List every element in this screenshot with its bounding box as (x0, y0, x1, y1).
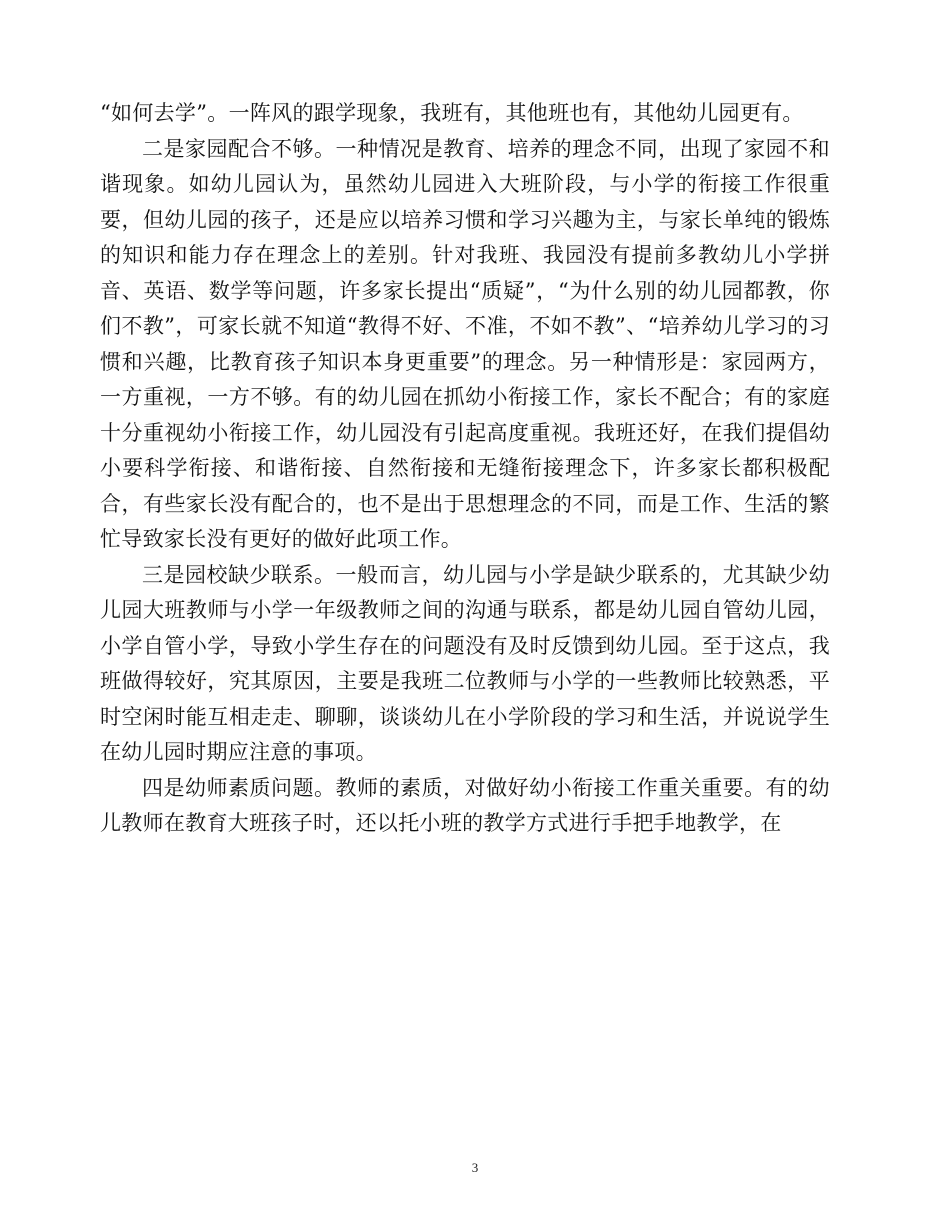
paragraph-continuation: “如何去学”。一阵风的跟学现象，我班有，其他班也有，其他幼儿园更有。 (100, 101, 804, 125)
paragraph-teacher-quality: 四是幼师素质问题。教师的素质，对做好幼小衔接工作重关重要。有的幼儿教师在教育大班孩子时，还以托小班的教学方式进行手把手地教学，在 (100, 775, 830, 835)
page-number: 3 (471, 1160, 479, 1175)
paragraph-home-school-cooperation: 二是家园配合不够。一种情况是教育、培养的理念不同，出现了家园不和谐现象。如幼儿园认为，虽然幼儿园进入大班阶段，与小学的衔接工作很重要，但幼儿园的孩子，还是应以培养习惯和学习兴趣为主，与家长单纯的锻炼的知识和能力存在理念上的差别。针对我班、我园没有提前多教幼儿小学拼音、英语、数学等问题，许多家长提出“质疑”，“为什么别的幼儿园都教，你们不教”，可家长就不知道“教得不好、不准，不如不教”、“培养幼儿学习的习惯和兴趣，比教育孩子知识本身更重要”的理念。另一种情形是：家园两方，一方重视，一方不够。有的幼儿园在抓幼小衔接工作，家长不配合；有的家庭十分重视幼小衔接工作，幼儿园没有引起高度重视。我班还好，在我们提倡幼小要科学衔接、和谐衔接、自然衔接和无缝衔接理念下，许多家长都积极配合，有些家长没有配合的，也不是出于思想理念的不同，而是工作、生活的繁忙导致家长没有更好的做好此项工作。 (100, 136, 830, 551)
paragraph-school-liaison: 三是园校缺少联系。一般而言，幼儿园与小学是缺少联系的，尤其缺少幼儿园大班教师与小学一年级教师之间的沟通与联系，都是幼儿园自管幼儿园，小学自管小学，导致小学生存在的问题没有及时反馈到幼儿园。至于这点，我班做得较好，究其原因，主要是我班二位教师与小学的一些教师比较熟悉，平时空闲时能互相走走、聊聊，谈谈幼儿在小学阶段的学习和生活，并说说学生在幼儿园时期应注意的事项。 (100, 562, 830, 764)
document-body (100, 96, 830, 842)
